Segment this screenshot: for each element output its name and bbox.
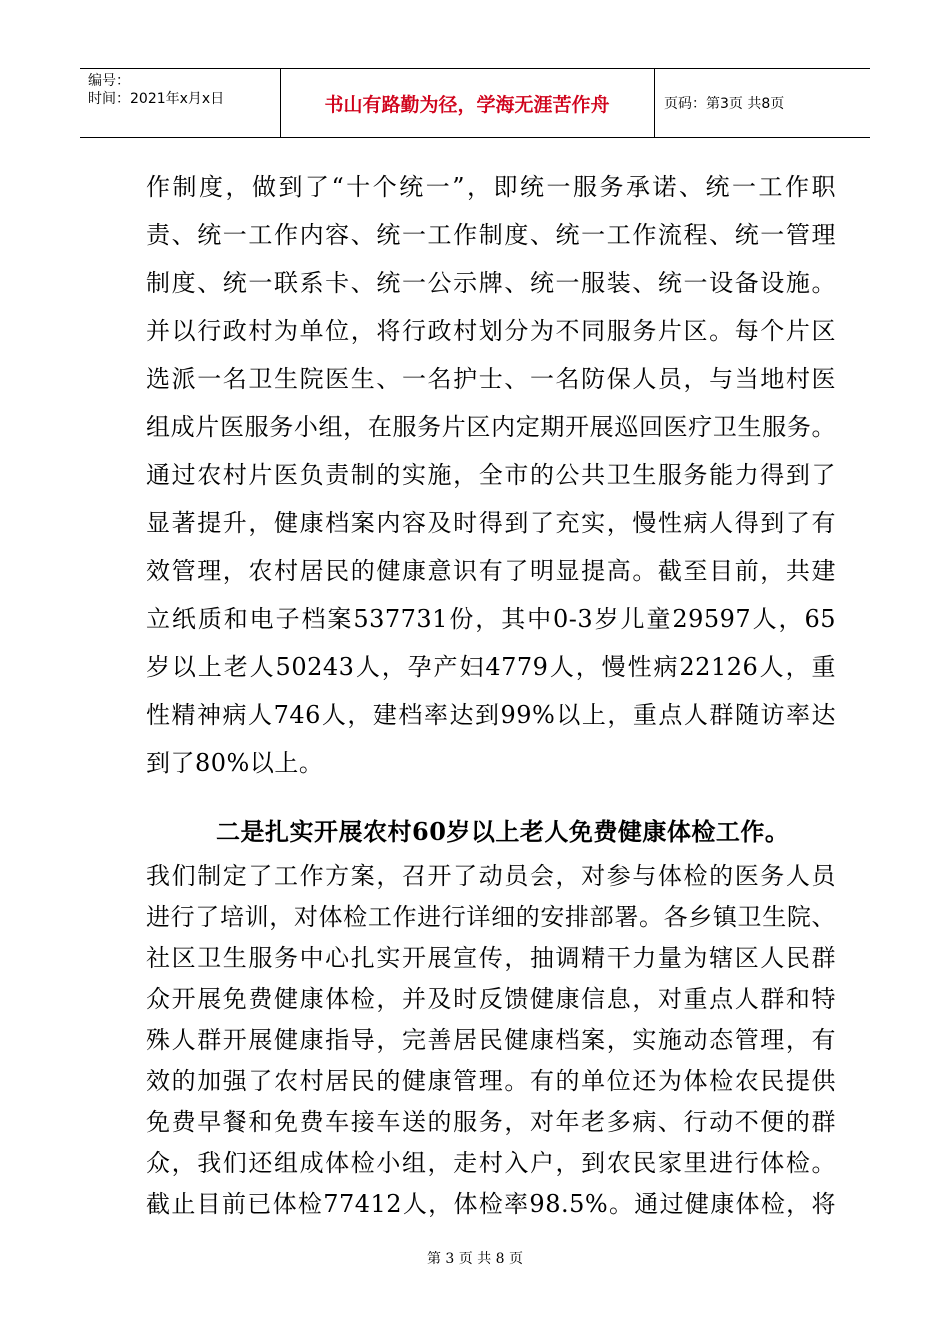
text-line: 殊人群开展健康指导，完善居民健康档案，实施动态管理，有 bbox=[146, 1026, 836, 1054]
text-line: 制度、统一联系卡、统一公示牌、统一服装、统一设备设施。 bbox=[146, 269, 836, 297]
text-line: 众，我们还组成体检小组，走村入户，到农民家里进行体检。 bbox=[146, 1149, 836, 1177]
section-heading: 二是扎实开展农村60岁以上老人免费健康体检工作。 bbox=[216, 817, 790, 846]
text-line: 岁以上老人50243人，孕产妇4779人，慢性病22126人，重 bbox=[146, 653, 836, 681]
page-footer bbox=[0, 1248, 950, 1268]
text-line: 我们制定了工作方案，召开了动员会，对参与体检的医务人员 bbox=[146, 862, 836, 890]
header-slogan-cell bbox=[280, 69, 655, 137]
text-line: 作制度，做到了“十个统一”，即统一服务承诺、统一工作职 bbox=[146, 173, 836, 201]
header-page-cell bbox=[654, 69, 870, 137]
text-line: 到了80%以上。 bbox=[146, 749, 324, 777]
footer-page-number: 第 3 页 共 8 页 bbox=[426, 1251, 524, 1267]
slogan: 书山有路勤为径，学海无涯苦作舟 bbox=[324, 93, 610, 116]
text-line: 众开展免费健康体检，并及时反馈健康信息，对重点人群和特 bbox=[146, 985, 836, 1013]
number-label: 编号： bbox=[88, 73, 130, 89]
text-line: 立纸质和电子档案537731份，其中0-3岁儿童29597人，65 bbox=[146, 605, 836, 633]
section-2 bbox=[146, 808, 836, 1225]
text-line: 效的加强了农村居民的健康管理。有的单位还为体检农民提供 bbox=[146, 1067, 836, 1095]
text-line: 效管理，农村居民的健康意识有了明显提高。截至目前，共建 bbox=[146, 557, 836, 585]
text-line: 并以行政村为单位，将行政村划分为不同服务片区。每个片区 bbox=[146, 317, 836, 345]
text-line: 责、统一工作内容、统一工作制度、统一工作流程、统一管理 bbox=[146, 221, 836, 249]
text-line: 免费早餐和免费车接车送的服务，对年老多病、行动不便的群 bbox=[146, 1108, 836, 1136]
page-header bbox=[80, 68, 870, 138]
text-line: 通过农村片医负责制的实施，全市的公共卫生服务能力得到了 bbox=[146, 461, 836, 489]
time-label: 时间：2021年x月x日 bbox=[88, 91, 225, 107]
text-line: 进行了培训，对体检工作进行详细的安排部署。各乡镇卫生院、 bbox=[146, 903, 836, 931]
paragraph-1 bbox=[146, 163, 836, 787]
header-page-label: 页码：第3页 共8页 bbox=[664, 96, 785, 112]
text-line: 截止目前已体检77412人，体检率98.5%。通过健康体检，将 bbox=[146, 1190, 836, 1218]
text-line: 显著提升，健康档案内容及时得到了充实，慢性病人得到了有 bbox=[146, 509, 836, 537]
text-line: 性精神病人746人，建档率达到99%以上，重点人群随访率达 bbox=[146, 701, 836, 729]
text-line: 组成片医服务小组，在服务片区内定期开展巡回医疗卫生服务。 bbox=[146, 413, 836, 441]
header-meta-cell bbox=[80, 69, 281, 137]
text-line: 选派一名卫生院医生、一名护士、一名防保人员，与当地村医 bbox=[146, 365, 836, 393]
text-line: 社区卫生服务中心扎实开展宣传，抽调精干力量为辖区人民群 bbox=[146, 944, 836, 972]
